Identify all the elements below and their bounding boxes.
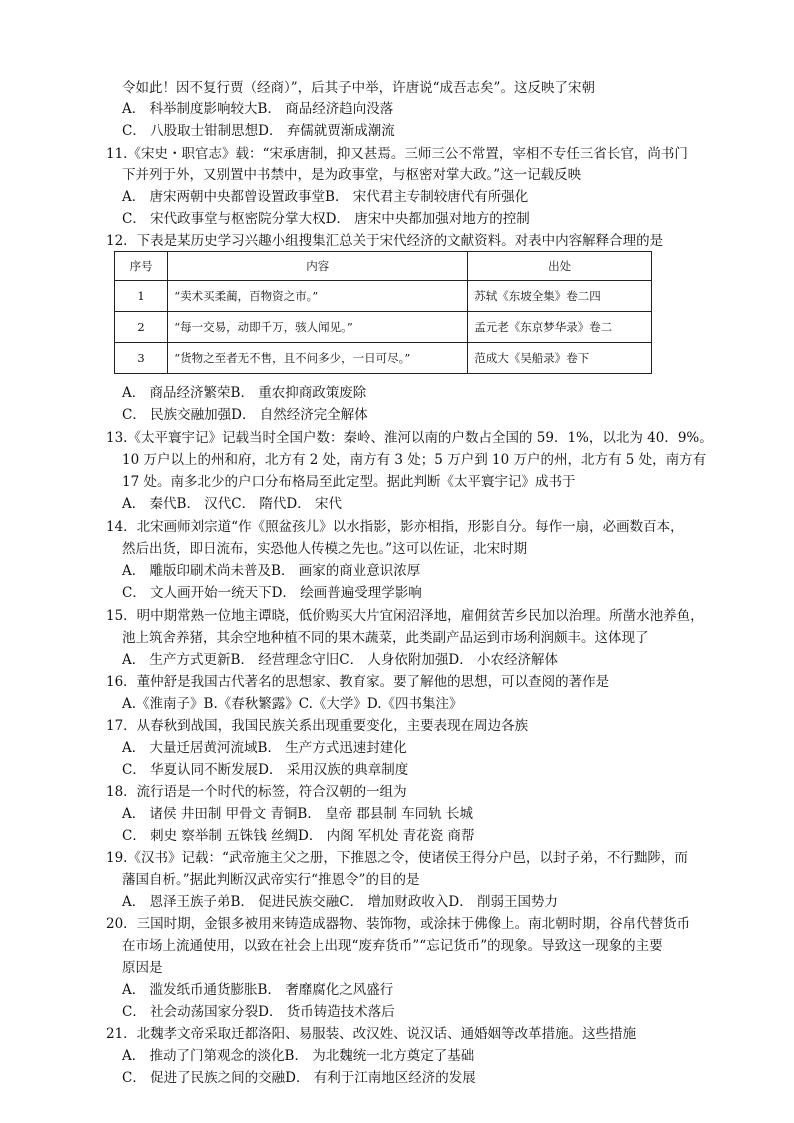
economy-sources-table [114, 251, 652, 374]
text-line: C． 社会动荡国家分裂D． 货币铸造技术落后 [122, 1004, 395, 1020]
header-content: 内容 [168, 252, 468, 281]
text-line: A． 商品经济繁荣B． 重农抑商政策废除 [122, 385, 367, 401]
text-line: 18．流行语是一个时代的标签，符合汉朝的一组为 [106, 784, 407, 800]
header-index: 序号 [115, 252, 168, 281]
row-content: “货物之至者无不售，且不问多少，一日可尽。” [168, 343, 468, 374]
row-content: “每一交易，动即千万，骇人闻见。” [168, 312, 468, 343]
text-line: A． 诸侯 井田制 甲骨文 青铜B． 皇帝 郡县制 车同轨 长城 [122, 806, 473, 822]
text-line: C． 民族交融加强D． 自然经济完全解体 [122, 407, 368, 423]
text-line: A． 大量迁居黄河流域B． 生产方式迅速封建化 [122, 740, 407, 756]
text-line: 藩国自析。”据此判断汉武帝实行“推恩令”的目的是 [122, 872, 420, 888]
text-line: C． 文人画开始一统天下D． 绘画普遍受理学影响 [122, 585, 422, 601]
text-line: 15．明中期常熟一位地主谭晓，低价购买大片宜闲沼泽地，雇佣贫苦乡民加以治理。所凿水池养鱼， [106, 608, 704, 624]
row-source: 苏轼《东坡全集》卷二四 [468, 281, 652, 312]
text-line: A． 恩泽王族子弟B． 促进民族交融C． 增加财政收入D． 削弱王国势力 [122, 894, 558, 910]
text-line: A.《淮南子》B.《春秋繁露》C.《大学》D.《四书集注》 [122, 696, 463, 712]
text-line: A． 生产方式更新B． 经营理念守旧C． 人身依附加强D． 小农经济解体 [122, 652, 558, 668]
text-line: 下并列于外，又别置中书禁中，是为政事堂，与枢密对掌大政。”这一记载反映 [122, 167, 582, 183]
text-line: 10 万户以上的州和府，北方有 2 处，南方有 3 处；5 万户到 10 万户的州，北方有 5 处，南方有 [122, 452, 707, 468]
row-index: 2 [115, 312, 168, 343]
text-line: A． 科举制度影响较大B． 商品经济趋向没落 [122, 101, 394, 117]
text-line: 12．下表是某历史学习兴趣小组搜集汇总关于宋代经济的文献资料。对表中内容解释合理的是 [106, 233, 664, 249]
row-index: 1 [115, 281, 168, 312]
text-line: 13.《太平寰宇记》记载当时全国户数：秦岭、淮河以南的户数占全国的 59．1%，以北为 40．9%。 [106, 430, 713, 446]
text-line: 然后出货，即日流布，实恐他人传模之先也。”这可以佐证，北宋时期 [122, 541, 528, 557]
text-line: 14．北宋画师刘宗道“作《照盆孩儿》以水指影，影亦相指，形影自分。每作一扇，必画数百本， [106, 519, 684, 535]
text-line: C． 华夏认同不断发展D． 采用汉族的典章制度 [122, 762, 409, 778]
header-source: 出处 [468, 252, 652, 281]
text-line: C． 刺史 察举制 五铢钱 丝绸D． 内阁 军机处 青花瓷 商帮 [122, 828, 475, 844]
text-line: 19.《汉书》记载：“武帝施主父之册，下推恩之令，使诸侯王得分户邑，以封子弟，不行黜陟，而 [106, 850, 688, 866]
text-line: 16．董仲舒是我国古代著名的思想家、教育家。要了解他的思想，可以查阅的著作是 [106, 674, 610, 690]
table-row [115, 281, 652, 312]
row-source: 孟元老《东京梦华录》卷二 [468, 312, 652, 343]
text-line: A． 唐宋两朝中央都曾设置政事堂B． 宋代君主专制较唐代有所强化 [122, 189, 529, 205]
text-line: C． 促进了民族之间的交融D． 有利于江南地区经济的发展 [122, 1070, 476, 1086]
text-line: A． 雕版印刷术尚未普及B． 画家的商业意识浓厚 [122, 563, 421, 579]
text-line: 原因是 [122, 960, 163, 976]
row-index: 3 [115, 343, 168, 374]
text-line: 在市场上流通使用，以致在社会上出现“废弃货币”“忘记货币”的现象。导致这一现象的主要 [122, 938, 663, 954]
text-line: A． 秦代B． 汉代C． 隋代D． 宋代 [122, 496, 342, 512]
text-line: 11.《宋史・职官志》载：“宋承唐制，抑又甚焉。三师三公不常置，宰相不专任三省长官，尚书门 [106, 146, 688, 162]
row-content: “卖术买柔蔺，百物资之市。” [168, 281, 468, 312]
text-line: C． 宋代政事堂与枢密院分掌大权D． 唐宋中央都加强对地方的控制 [122, 211, 530, 227]
text-line: 17．从春秋到战国，我国民族关系出现重要变化，主要表现在周边各族 [106, 718, 529, 734]
text-line: 池上筑舍养猪，其余空地种植不同的果木蔬菜，此类副产品运到市场利润颇丰。这体现了 [122, 630, 649, 646]
text-line: A． 滥发纸币通货膨胀B． 奢靡腐化之风盛行 [122, 982, 394, 998]
table-row [115, 343, 652, 374]
text-line: 令如此！因不复行贾（经商）”，后其子中举，许唐说“成吾志矣”。这反映了宋朝 [122, 80, 595, 96]
text-line: 17 处。南多北少的户口分布格局至此定型。据此判断《太平寰宇记》成书于 [122, 474, 576, 490]
text-line: A． 推动了门第观念的淡化B． 为北魏统一北方奠定了基础 [122, 1048, 475, 1064]
text-line: 20．三国时期，金银多被用来铸造成器物、装饰物，或涂抹于佛像上。南北朝时期，谷帛代替货币 [106, 916, 691, 932]
text-line: C． 八股取士钳制思想D． 弃儒就贾渐成潮流 [122, 123, 395, 139]
table-header-row [115, 252, 652, 281]
text-line: 21．北魏孝文帝采取迁都洛阳、易服装、改汉姓、说汉话、通婚姻等改革措施。这些措施 [106, 1026, 637, 1042]
table-row [115, 312, 652, 343]
row-source: 范成大《吴船录》卷下 [468, 343, 652, 374]
